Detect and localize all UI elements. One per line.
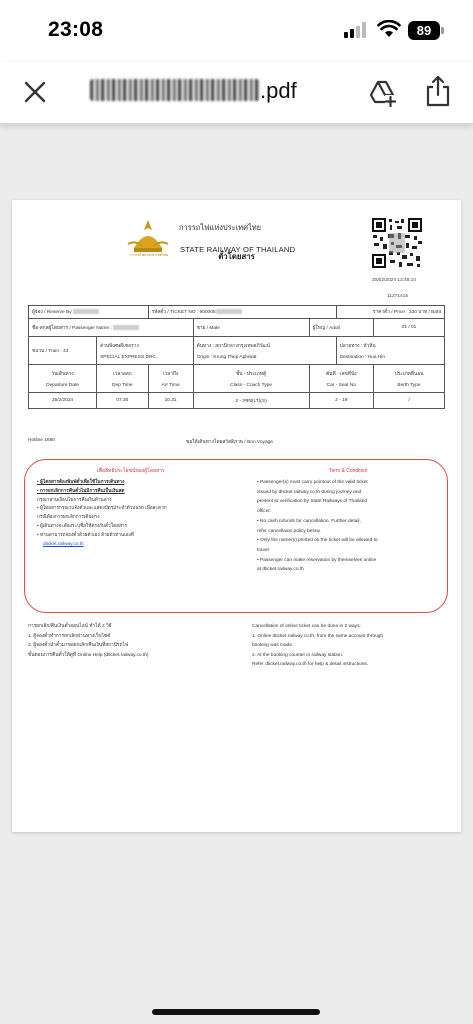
hotline: Hotline 1690 [28,438,55,443]
terms-heading-en: Term & Condition [329,468,368,474]
term-th-6: • ผู้เดินทางจะต้องระบุชื่อให้ตรงกับตั๋วโดยสาร [37,522,128,528]
train-number: ขบวน / Train : 43 [29,337,97,365]
origin-cell [193,337,336,365]
add-to-drive-icon[interactable] [367,78,397,108]
passenger-name-cell [29,319,194,337]
cancel-en-1: Cancellation of online ticket can be done in 2 ways. [252,624,361,629]
term-en-4: officer. [257,509,272,515]
berth-type: / [373,393,444,409]
logo-caption: การรถไฟแห่งประเทศไทย [129,253,169,257]
arr-time: 10.31 [148,393,193,409]
train-type-th: ด่วนพิเศษดีเซลราง [100,343,139,349]
passenger-type: ผู้ใหญ่ / Adult [309,319,373,337]
terms-heading-th: เพื่อสิทธิประโยชน์ของผู้โดยสาร [97,468,165,474]
term-th-3: กรุณาอ่านเงื่อนไขการคืนเงินด้านล่าง [37,496,112,502]
redacted-passenger-name [113,325,139,330]
term-en-1: • Passenger(s) must carry pointout of the valid ticket [257,480,368,485]
reference-number: 11271415 [387,294,408,299]
train-type-en: SPECIAL EXPRESS DRC. [100,354,158,360]
cancel-th-2: 1. ผู้จองตั๋วทำการยกเลิกผ่านทางเว็บไซต์ [28,633,111,639]
reserve-row [29,306,445,319]
reserve-by-label: ผู้จอง / Reserve By [32,310,72,315]
status-bar [0,0,473,62]
terms-list-en [257,478,437,575]
term-en-9: • Passenger can make reservation by themselves online [257,557,377,563]
term-th-1: • ผู้โดยสารต้องพิมพ์ตั๋วเพื่อใช้ในการเดินทาง [37,479,125,484]
pdf-page [12,200,461,832]
dticket-link[interactable]: dticket.railway.co.th [43,540,84,546]
reserve-by-cell [29,306,149,319]
bon-voyage: ขอให้เดินทางโดยสวัสดิภาพ / Bon Voyage [186,440,273,445]
passenger-seq: 01 / 01 [373,319,444,337]
term-en-7: • Only the name(s) printed on the ticket will be allowed to [257,538,378,544]
redacted-file-name [90,79,260,101]
term-th-5: กรณีต้องการยกเลิกการเดินทาง [37,514,100,520]
term-th-4: • ผู้โดยสารกรุณาแจ้งตัวและแสดงบัตรประจำตัวบนรถ เพื่อสะดวก [37,505,167,511]
term-en-8: travel [257,547,269,553]
destination-th: ปลายทาง : หัวหิน [339,343,376,349]
dep-time: 07.30 [97,393,148,409]
share-icon[interactable] [425,75,451,107]
document-title: ตั๋วโดยสาร [218,252,255,261]
cancel-th-3: 2. ผู้จองตั๋วนำตั๋วมาขอยกเลิก/คืนเงินที่สถานีรถไฟ [28,643,129,648]
col-header-date: วันเดินทาง Departure Date [29,365,97,393]
redacted-reserver [73,309,99,314]
term-en-10: at dticket.railway.co.th [257,567,304,573]
battery-level: 89 [408,21,440,40]
issued-datetime: 20/02/2024 13:48:10 [372,278,417,283]
railway-name-th: การรถไฟแห่งประเทศไทย [179,223,262,232]
term-th-2: • การยกเลิกการคืนตั๋วไม่มีการคืนเป็นเงินสด [37,487,125,493]
header-row [29,365,445,393]
train-row [29,337,445,365]
cancel-th-1: การยกเลิก/คืนเงินตั๋วออนไลน์ ทำได้ 2 วิธี [28,624,112,629]
cancellation-en [252,622,452,670]
cancel-en-3: booking was made. [252,643,294,648]
cancel-en-5: Refer dticket.railway.co.th for help & detail instructions. [252,662,369,667]
wifi-icon [377,20,401,38]
file-name [90,78,297,104]
passenger-row [29,319,445,337]
pdf-viewer-toolbar [0,62,473,124]
cancel-en-4: 2. At the booking counter in railway station. [252,652,344,658]
cellular-signal-icon [344,22,366,38]
col-header-dep: เวลาออก Dep Time [97,365,148,393]
term-th-7: • ท่านสามารถจองตั๋วด้วยตัวเอง ด้วยตัวท่านเองที่ [37,531,134,537]
cancellation-th [28,622,228,660]
term-en-6: refer cancellaion policy below. [257,528,321,534]
car-seat: 2 - 19 [309,393,373,409]
terms-box [24,459,448,613]
price: ราคาตั๋ว / Price : 330 บาท / Baht [336,306,444,319]
origin-en: Origin : Krung Thep Aphiwat [196,354,257,360]
term-en-3: present to verification by State Railways of Thailand [257,499,368,505]
train-type-cell [97,337,194,365]
redacted-ticket-no [216,309,242,314]
terms-list-th [37,478,237,548]
col-header-arr: เวลาถึง Arr Time [148,365,193,393]
cancel-en-2: 1. Online dticket.railway.co.th, from the same account through [252,633,384,639]
term-en-5: • No cash rufunds for cancellation. Further detail, [257,518,361,524]
journey-row [29,393,445,409]
railway-name-en: STATE RAILWAY OF THAILAND [180,245,296,254]
cancel-th-4: ขั้นตอนการคืนตั๋วให้ดูที่ Online Help (dticket.railway.co.th) [28,652,149,658]
term-en-2: issued by dticket.railway.co.th during journey and [257,489,362,495]
class-coach: 2 - กซข(LT)(S) [193,393,309,409]
col-header-berth: ประเภทที่นอน Berth Type [373,365,444,393]
origin-th: ต้นทาง : สถานีกลางกรุงเทพอภิวัฒน์ [196,343,271,349]
status-time: 23:08 [48,18,104,41]
destination-cell [336,337,444,365]
file-extension: .pdf [260,78,297,103]
col-header-class: ชั้น - ประเภทตู้ Class - Coach Type [193,365,309,393]
home-indicator[interactable] [152,1009,320,1015]
battery-cap [441,27,444,34]
passenger-sex: ชาย / Male [193,319,309,337]
close-icon[interactable] [22,79,48,105]
ticket-table [28,305,445,409]
ticket-no-cell [148,306,336,319]
destination-en: Destination : Hua Hin [339,354,386,360]
ticket-no-label: รหัสตั๋ว / TICKET NO : 900005 [151,310,216,315]
col-header-seat: คันที่ - เลขที่นั่ง Car - Seat No [309,365,373,393]
departure-date: 25/2/2024 [29,393,97,409]
passenger-name-label: ชื่อ-สกุลผู้โดยสาร / Passenger Name : [32,325,112,331]
